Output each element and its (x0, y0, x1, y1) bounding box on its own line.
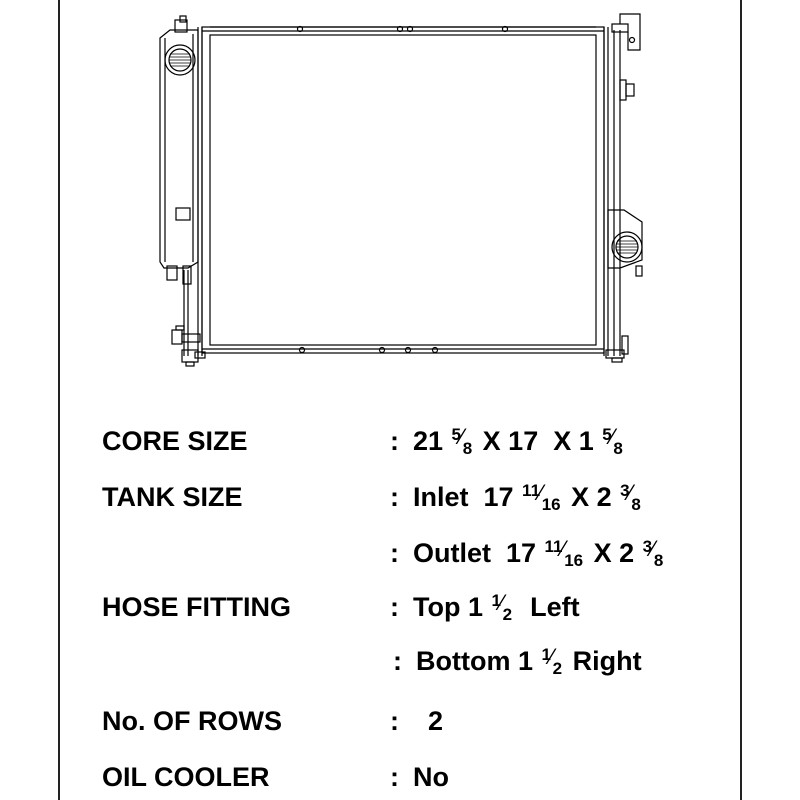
spec-value (390, 426, 626, 456)
spec-value-text: 21 (413, 426, 451, 456)
bottom-rivet (433, 348, 438, 353)
spec-value (390, 538, 666, 568)
spec-colon: : (390, 762, 399, 792)
spec-fraction: 1⁄2 (491, 590, 513, 624)
spec-value-text: Top 1 (413, 592, 491, 622)
bottom-rivet (406, 348, 411, 353)
bottom-rivet (300, 348, 305, 353)
spec-fraction: 11⁄16 (544, 536, 584, 570)
spec-colon: : (390, 482, 399, 512)
spec-colon: : (393, 646, 402, 676)
spec-value-text: X 2 (586, 538, 642, 568)
spec-value-text: Outlet 17 (413, 538, 544, 568)
right-outlet-neck (608, 210, 642, 268)
spec-value-text: No (413, 762, 449, 792)
left-tank-tab (176, 208, 190, 220)
spec-colon: : (390, 706, 399, 736)
spec-label: HOSE FITTING (102, 592, 291, 622)
spec-value-text: Bottom 1 (416, 646, 541, 676)
spec-value-text: Right (565, 646, 642, 676)
spec-fraction: 5⁄8 (602, 424, 623, 458)
spec-label: TANK SIZE (102, 482, 243, 512)
spec-fraction: 1⁄2 (541, 644, 563, 678)
spec-value (390, 762, 449, 792)
spec-fraction: 5⁄8 (451, 424, 473, 458)
spec-fraction: 3⁄8 (620, 480, 641, 514)
spec-value-text: X 2 (563, 482, 620, 512)
spec-value (390, 482, 644, 512)
core-outer (202, 27, 604, 353)
spec-colon: : (390, 426, 399, 456)
spec-value-text: 2 (413, 706, 444, 736)
spec-colon: : (390, 592, 399, 622)
spec-value (390, 706, 443, 736)
core-inner (210, 35, 596, 345)
spec-colon: : (390, 538, 399, 568)
spec-label: OIL COOLER (102, 762, 270, 792)
spec-value-text: Inlet 17 (413, 482, 522, 512)
spec-label: No. OF ROWS (102, 706, 282, 736)
spec-value (390, 592, 580, 622)
spec-label: CORE SIZE (102, 426, 248, 456)
spec-value (393, 646, 642, 676)
spec-value-text: Left (515, 592, 580, 622)
spec-fraction: 11⁄16 (522, 480, 561, 514)
bottom-rivet (380, 348, 385, 353)
spec-fraction: 3⁄8 (642, 536, 664, 570)
spec-value-text: X 17 X 1 (475, 426, 602, 456)
